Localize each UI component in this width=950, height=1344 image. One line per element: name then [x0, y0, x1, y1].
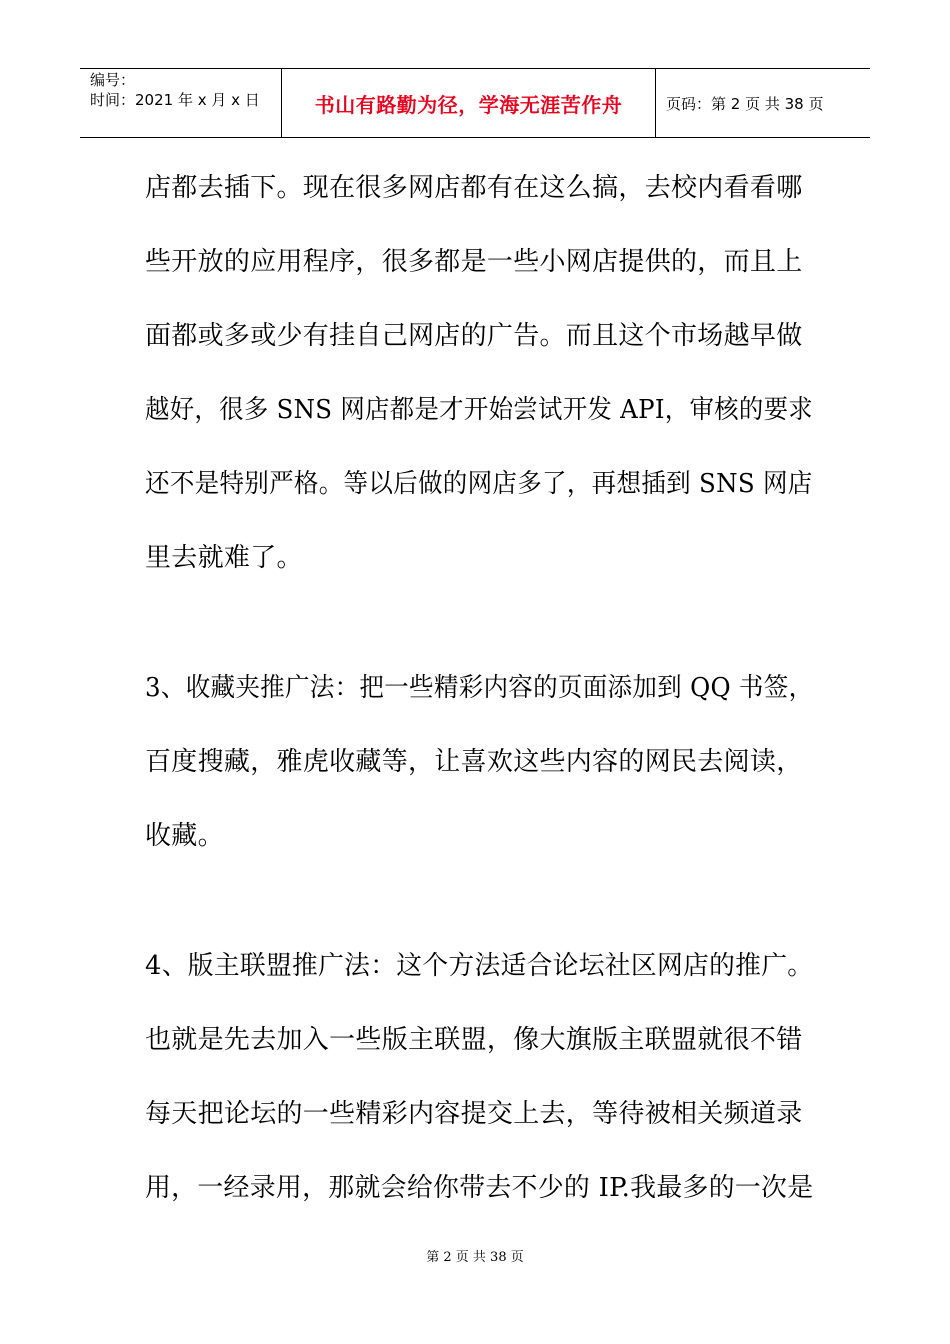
paragraph-3-line-2: 也就是先去加入一些版主联盟，像大旗版主联盟就很不错 — [145, 1025, 803, 1055]
document-number-label: 编号： — [90, 71, 136, 89]
header-page-info: 页码：第 2 页 共 38 页 — [666, 94, 824, 113]
paragraph-1-line-6: 里去就难了。 — [145, 543, 303, 573]
header-page-cell — [656, 69, 870, 137]
paragraph-1-line-2: 些开放的应用程序，很多都是一些小网店提供的，而且上 — [145, 247, 803, 277]
page-footer: 第 2 页 共 38 页 — [426, 1250, 524, 1265]
header-meta-cell — [80, 69, 282, 137]
header-motto-cell — [282, 69, 656, 137]
document-header — [80, 68, 870, 138]
paragraph-1-line-5: 还不是特别严格。等以后做的网店多了，再想插到 SNS 网店 — [145, 469, 813, 499]
paragraph-2-line-3: 收藏。 — [145, 821, 224, 851]
document-date-label: 时间：2021 年 x 月 x 日 — [90, 91, 260, 109]
paragraph-2-line-1: 3、收藏夹推广法：把一些精彩内容的页面添加到 QQ 书签， — [145, 673, 814, 703]
paragraph-2-line-2: 百度搜藏，雅虎收藏等，让喜欢这些内容的网民去阅读， — [145, 747, 803, 777]
paragraph-3-line-1: 4、版主联盟推广法：这个方法适合论坛社区网店的推广。 — [145, 951, 814, 981]
paragraph-1-line-3: 面都或多或少有挂自己网店的广告。而且这个市场越早做 — [145, 321, 803, 351]
paragraph-3-line-3: 每天把论坛的一些精彩内容提交上去，等待被相关频道录 — [145, 1099, 803, 1129]
paragraph-3-line-4: 用，一经录用，那就会给你带去不少的 IP.我最多的一次是 — [145, 1173, 814, 1203]
paragraph-1-line-4: 越好，很多 SNS 网店都是才开始尝试开发 API，审核的要求 — [145, 395, 814, 425]
header-motto: 书山有路勤为径，学海无涯苦作舟 — [314, 92, 623, 117]
paragraph-1-line-1: 店都去插下。现在很多网店都有在这么搞，去校内看看哪 — [145, 173, 803, 203]
